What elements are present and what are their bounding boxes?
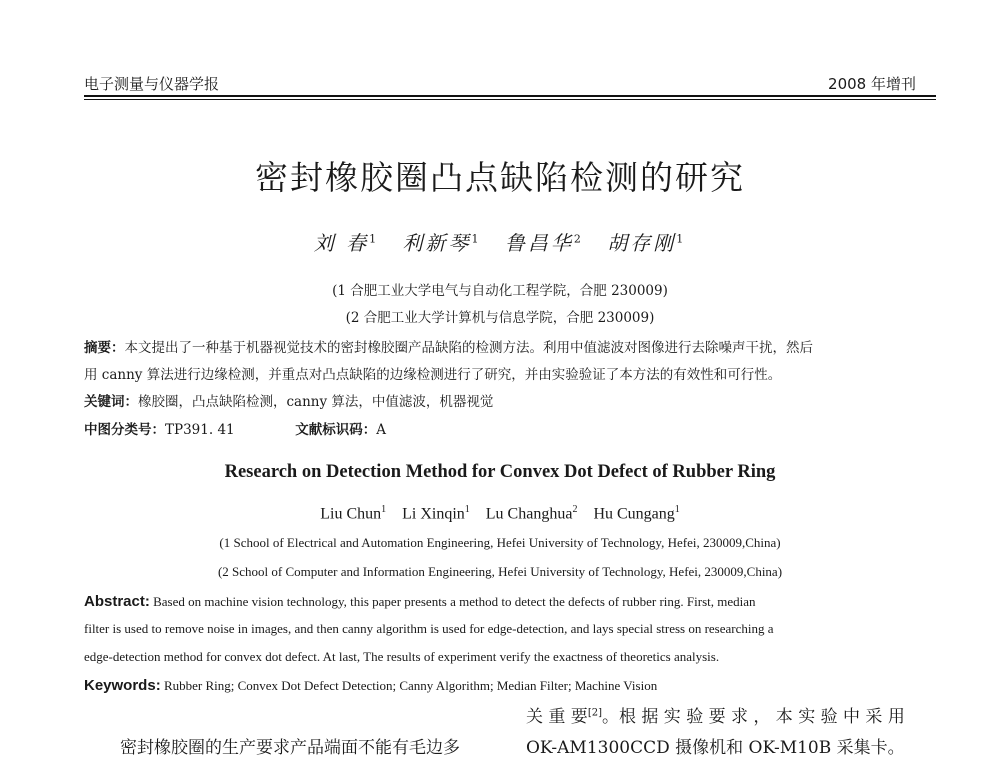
doc-code-label: 文献标识码：	[295, 422, 377, 438]
author-sup: 1	[369, 232, 380, 246]
classification-label: 中图分类号：	[84, 422, 165, 438]
abstract-cn-label: 摘要：	[84, 340, 125, 356]
author-name: 刘 春	[313, 231, 370, 255]
citation-ref: [2]	[587, 707, 602, 719]
abstract-en-line1	[84, 593, 936, 610]
body-right-line1	[526, 702, 905, 727]
abstract-cn-line2: 用 canny 算法进行边缘检测，并重点对凸点缺陷的边缘检测进行了研究，并由实验验证了本方法的有效性和可行性。	[84, 367, 782, 383]
author-name: 鲁昌华	[504, 231, 574, 255]
affiliation-en-1: (1 School of Electrical and Automation Engineering, Hefei University of Technology, Hefei, 230009,China)	[219, 535, 781, 550]
keywords-en-label: Keywords:	[84, 677, 161, 694]
keywords-cn-text: 橡胶圈，凸点缺陷检测，canny 算法，中值滤波，机器视觉	[138, 394, 494, 410]
author-name: 利新琴	[402, 231, 472, 255]
abstract-en-line3: edge-detection method for convex dot defect. At last, The results of experiment verify the exactness of theoretics analysis.	[84, 649, 720, 664]
affiliation-cn-1: (1 合肥工业大学电气与自动化工程学院，合肥 230009)	[332, 283, 668, 299]
body-text: 。根 据 实 验 要 求 ， 本 实 验 中 采 用	[601, 707, 905, 727]
author-sup-en: 1	[674, 504, 680, 515]
issue-label: 2008 年增刊	[828, 75, 916, 93]
abstract-cn-line1	[84, 336, 936, 356]
abstract-en-line2: filter is used to remove noise in images, and then canny algorithm is used for edge-detection, and lays special stress on researching a	[84, 621, 774, 636]
author-sup-en: 1	[381, 504, 387, 515]
abstract-en-text: Based on machine vision technology, this paper presents a method to detect the defects of rubber ring. First, median	[153, 594, 756, 609]
abstract-cn-text: 本文提出了一种基于机器视觉技术的密封橡胶圈产品缺陷的检测方法。利用中值滤波对图像进行去除噪声干扰，然后	[124, 340, 813, 356]
author-name-en: Liu Chun	[320, 505, 382, 523]
author-name-en: Hu Cungang	[593, 505, 675, 523]
journal-name: 电子测量与仪器学报	[84, 75, 220, 93]
body-left-line1: 密封橡胶圈的生产要求产品端面不能有毛边多	[120, 738, 460, 758]
author-sup-en: 2	[572, 504, 578, 515]
keywords-cn	[84, 390, 936, 410]
author-name: 胡存刚	[607, 231, 677, 255]
keywords-en-text: Rubber Ring; Convex Dot Defect Detection; Canny Algorithm; Median Filter; Machine Vision	[163, 678, 658, 693]
author-name-en: Lu Changhua	[485, 505, 573, 523]
author-sup: 1	[676, 232, 687, 246]
authors-en	[0, 504, 1000, 523]
doc-code-value: A	[376, 422, 386, 438]
affiliation-cn-2: (2 合肥工业大学计算机与信息学院，合肥 230009)	[345, 310, 655, 326]
author-sup: 1	[471, 232, 482, 246]
affiliation-en-2: (2 School of Computer and Information Engineering, Hefei University of Technology, Hefei, 230009,China)	[217, 564, 783, 579]
author-name-en: Li Xinqin	[402, 505, 465, 523]
classification-line	[84, 418, 936, 438]
keywords-en	[84, 677, 936, 694]
abstract-en-label: Abstract:	[84, 593, 150, 610]
paper-title-en: Research on Detection Method for Convex Dot Defect of Rubber Ring	[224, 462, 776, 482]
body-text: 关 重 要	[526, 707, 588, 727]
paper-title-cn: 密封橡胶圈凸点缺陷检测的研究	[255, 158, 745, 197]
body-right-line2: OK-AM1300CCD 摄像机和 OK-M10B 采集卡。	[526, 738, 905, 758]
authors-cn	[0, 227, 1000, 256]
author-sup: 2	[573, 232, 584, 246]
keywords-cn-label: 关键词：	[84, 394, 138, 410]
author-sup-en: 1	[464, 504, 470, 515]
classification-value: TP391. 41	[165, 422, 235, 438]
header-rule-thin	[84, 99, 936, 100]
header-rule	[84, 95, 936, 97]
